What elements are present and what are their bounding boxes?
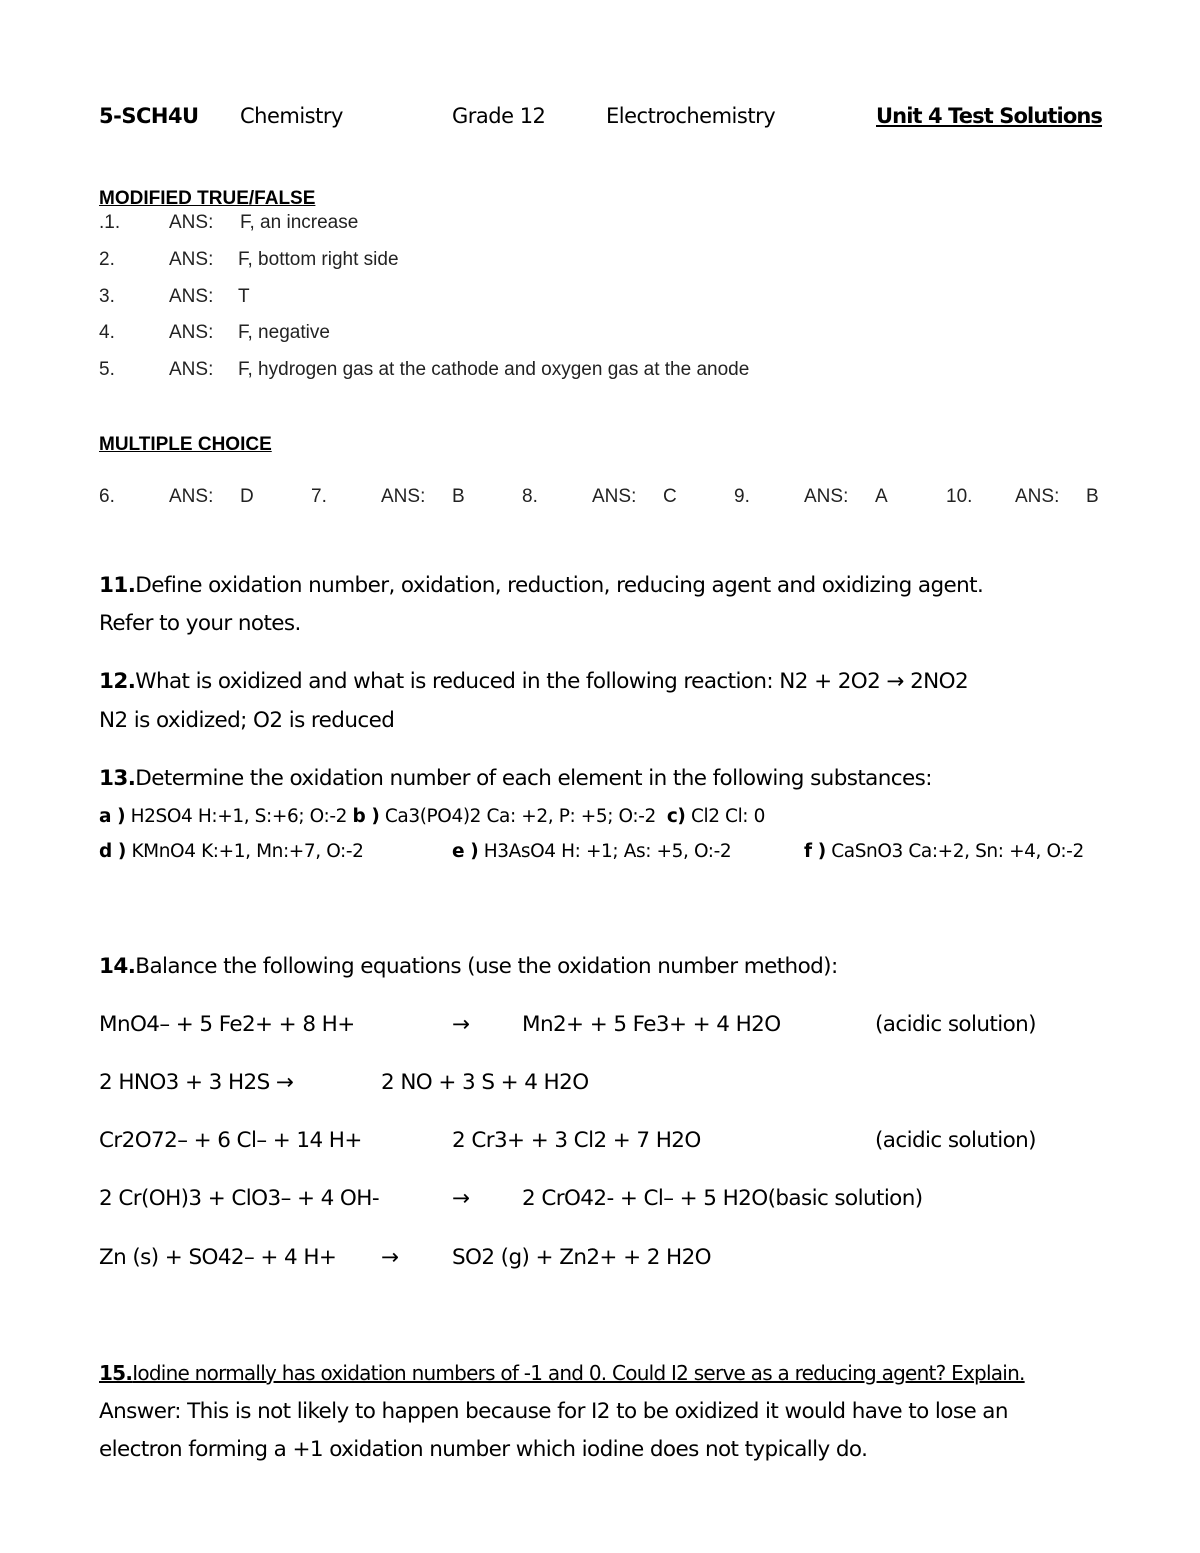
tf-item-number: .1. <box>99 212 121 233</box>
eq1-arrow: → <box>452 1012 470 1037</box>
q13-a-text: H2SO4 H:+1, S:+6; O:-2 <box>130 806 347 827</box>
q13-e-label: e ) <box>452 841 479 862</box>
q13-a-label: a ) <box>99 806 126 827</box>
tf-item-answer: F, an increase <box>240 212 359 233</box>
q11-question-line <box>99 573 983 598</box>
q12-number: 12. <box>99 669 136 694</box>
mc-item-letter: D <box>240 486 254 507</box>
course-code: 5-SCH4U <box>99 104 199 128</box>
mc-item-ans-label: ANS: <box>381 486 426 507</box>
eq1-reactants: MnO4– + 5 Fe2+ + 8 H+ <box>99 1012 355 1037</box>
q13-d-label: d ) <box>99 841 126 862</box>
q13-f-label: f ) <box>804 841 826 862</box>
mc-item-ans-label: ANS: <box>169 486 214 507</box>
q13-c-label: c) <box>666 806 686 827</box>
q13-question: Determine the oxidation number of each element in the following substances: <box>135 766 932 791</box>
q13-b-label: b ) <box>352 806 380 827</box>
subject: Chemistry <box>240 104 343 128</box>
mc-item-ans-label: ANS: <box>592 486 637 507</box>
mc-item-letter: C <box>663 486 677 507</box>
q15-answer-line-2: electron forming a +1 oxidation number which iodine does not typically do. <box>99 1437 868 1462</box>
q12-question: What is oxidized and what is reduced in the following reaction: N2 + 2O2 → 2NO2 <box>135 669 969 694</box>
q15-answer-line-1: Answer: This is not likely to happen because for I2 to be oxidized it would have to lose an <box>99 1399 1008 1424</box>
q11-question: Define oxidation number, oxidation, reduction, reducing agent and oxidizing agent. <box>135 573 984 598</box>
q13-e-item <box>452 841 731 862</box>
q15-question: Iodine normally has oxidation numbers of -1 and 0. Could I2 serve as a reducing agent? Explain. <box>132 1361 1025 1385</box>
q14-number: 14. <box>99 954 136 979</box>
eq3-products: 2 Cr3+ + 3 Cl2 + 7 H2O <box>452 1128 701 1153</box>
eq1-products: Mn2+ + 5 Fe3+ + 4 H2O <box>522 1012 781 1037</box>
eq4-arrow: → <box>452 1186 470 1211</box>
q13-f-text: CaSnO3 Ca:+2, Sn: +4, O:-2 <box>831 841 1084 862</box>
q15-number: 15. <box>99 1361 133 1385</box>
eq4-products: 2 CrO42- + Cl– + 5 H2O(basic solution) <box>522 1186 923 1211</box>
eq2-reactants: 2 HNO3 + 3 H2S → <box>99 1070 294 1095</box>
q13-f-item <box>804 841 1084 862</box>
tf-item-number: 2. <box>99 249 115 270</box>
tf-item-answer: F, negative <box>238 322 330 343</box>
tf-item-ans-label: ANS: <box>169 212 214 233</box>
eq4-reactants: 2 Cr(OH)3 + ClO3– + 4 OH- <box>99 1186 379 1211</box>
q12-question-line <box>99 669 968 694</box>
tf-item-ans-label: ANS: <box>169 249 214 270</box>
q13-e-text: H3AsO4 H: +1; As: +5, O:-2 <box>483 841 732 862</box>
q11-number: 11. <box>99 573 136 598</box>
q13-question-line <box>99 766 932 791</box>
tf-item-answer: F, bottom right side <box>238 249 399 270</box>
mc-item-number: 8. <box>522 486 538 507</box>
mc-item-number: 9. <box>734 486 750 507</box>
eq3-condition: (acidic solution) <box>875 1128 1036 1153</box>
q15-question-line <box>99 1361 1025 1385</box>
q13-row-1 <box>99 806 765 827</box>
eq5-products: SO2 (g) + Zn2+ + 2 H2O <box>452 1245 712 1270</box>
document-title: Unit 4 Test Solutions <box>876 104 1103 128</box>
tf-item-ans-label: ANS: <box>169 359 214 380</box>
mc-item-letter: B <box>452 486 465 507</box>
q11-answer: Refer to your notes. <box>99 611 301 636</box>
tf-item-number: 5. <box>99 359 115 380</box>
eq5-reactants: Zn (s) + SO42– + 4 H+ <box>99 1245 337 1270</box>
multiple-choice-heading: MULTIPLE CHOICE <box>99 434 272 455</box>
tf-item-ans-label: ANS: <box>169 286 214 307</box>
mc-item-ans-label: ANS: <box>1015 486 1060 507</box>
mc-item-letter: B <box>1086 486 1099 507</box>
eq1-condition: (acidic solution) <box>875 1012 1036 1037</box>
q13-d-item <box>99 841 364 862</box>
mc-item-number: 7. <box>311 486 327 507</box>
tf-item-answer: F, hydrogen gas at the cathode and oxygen gas at the anode <box>238 359 750 380</box>
mc-item-number: 10. <box>946 486 973 507</box>
q13-number: 13. <box>99 766 136 791</box>
unit-topic: Electrochemistry <box>606 104 776 128</box>
mc-item-letter: A <box>875 486 888 507</box>
eq2-products: 2 NO + 3 S + 4 H2O <box>381 1070 589 1095</box>
grade: Grade 12 <box>452 104 546 128</box>
tf-item-ans-label: ANS: <box>169 322 214 343</box>
q14-question: Balance the following equations (use the oxidation number method): <box>135 954 838 979</box>
mc-item-ans-label: ANS: <box>804 486 849 507</box>
q13-d-text: KMnO4 K:+1, Mn:+7, O:-2 <box>131 841 364 862</box>
q13-b-text: Ca3(PO4)2 Ca: +2, P: +5; O:-2 <box>384 806 656 827</box>
q14-question-line <box>99 954 838 979</box>
eq5-arrow: → <box>381 1245 399 1270</box>
mc-item-number: 6. <box>99 486 115 507</box>
tf-item-number: 4. <box>99 322 115 343</box>
eq3-reactants: Cr2O72– + 6 Cl– + 14 H+ <box>99 1128 362 1153</box>
tf-item-number: 3. <box>99 286 115 307</box>
q12-answer: N2 is oxidized; O2 is reduced <box>99 708 395 733</box>
q13-c-text: Cl2 Cl: 0 <box>690 806 765 827</box>
true-false-heading: MODIFIED TRUE/FALSE <box>99 188 316 209</box>
tf-item-answer: T <box>238 286 250 307</box>
